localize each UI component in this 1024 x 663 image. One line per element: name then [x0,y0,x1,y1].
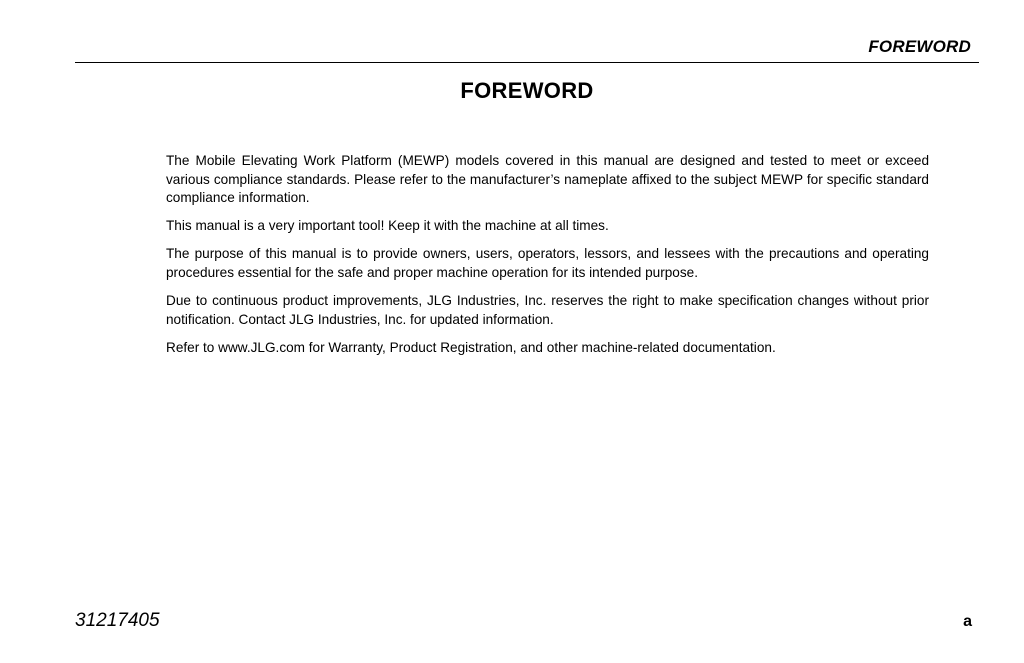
paragraph-important-tool: This manual is a very important tool! Keep it with the machine at all times. [166,218,609,234]
header-divider [75,62,979,63]
paragraph-warranty-reference: Refer to www.JLG.com for Warranty, Product Registration, and other machine-related documentation. [166,339,776,355]
page-title: FOREWORD [460,78,594,103]
page-number: a [963,613,972,630]
running-header-title: FOREWORD [868,37,971,56]
paragraph-purpose: The purpose of this manual is to provide owners, users, operators, lessors, and lessees with the precautions and operating procedures essential for the safe and proper machine operation for its intended purpose. [166,246,929,280]
paragraph-improvements: Due to continuous product improvements, JLG Industries, Inc. reserves the right to make specification changes without prior notification. Contact JLG Industries, Inc. for updated information. [166,293,929,327]
foreword-body [166,152,929,367]
document-number: 31217405 [75,610,160,631]
paragraph-compliance: The Mobile Elevating Work Platform (MEWP) models covered in this manual are designed and tested to meet or exceed various compliance standards. Please refer to the manufacturer’s nameplate affixed to the subject MEWP for specific standard compliance information. [166,153,929,206]
